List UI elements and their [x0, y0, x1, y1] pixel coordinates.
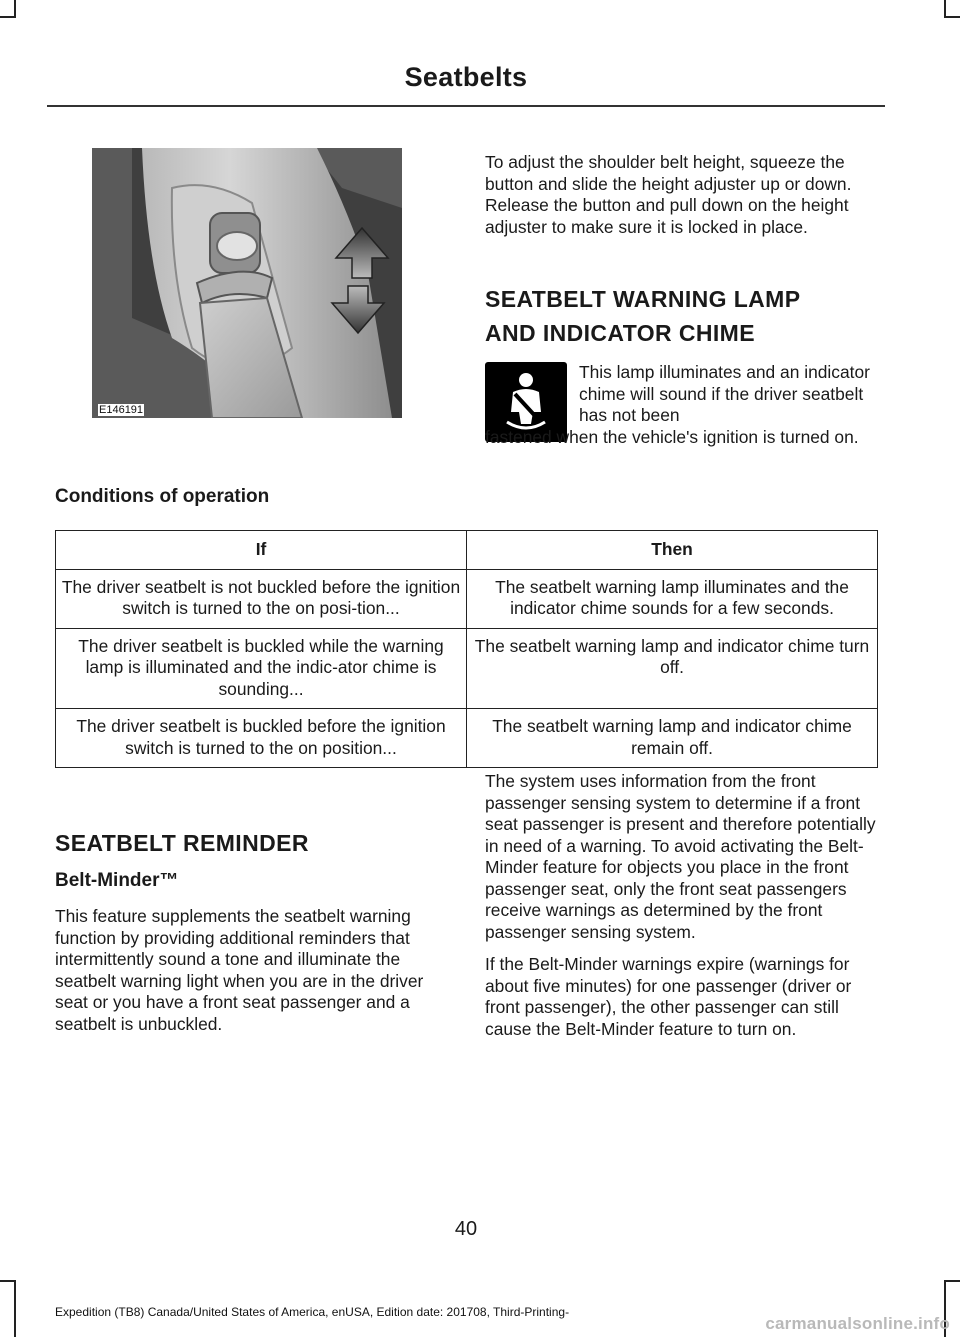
warning-lamp-heading: [485, 282, 880, 350]
column-header-then: Then: [467, 531, 878, 570]
warning-lamp-description-continued: fastened when the vehicle's ignition is turned on.: [485, 427, 859, 447]
table-cell-then: The seatbelt warning lamp and indicator chime remain off.: [467, 709, 878, 768]
conditions-heading-text: Conditions of operation: [55, 486, 270, 507]
reminder-section-right: [485, 771, 880, 1040]
crop-mark: [0, 1280, 16, 1282]
page-number: 40: [454, 1218, 478, 1240]
footer-edition-info: Expedition (TB8) Canada/United States of America, enUSA, Edition date: 201708, Third-Printing-: [55, 1305, 570, 1319]
crop-mark: [944, 16, 960, 18]
conditions-table: [55, 530, 878, 768]
title-divider: [47, 105, 885, 107]
shoulder-belt-instructions: To adjust the shoulder belt height, squeeze the button and slide the height adjuster up or down. Release the button and pull down on the height adjuster to make sure it is locked in place.: [485, 152, 852, 237]
crop-mark: [944, 0, 946, 17]
conditions-heading: [55, 486, 455, 508]
crop-mark: [14, 1280, 16, 1337]
table-cell-if: The driver seatbelt is not buckled before the ignition switch is turned to the on posi-tion...: [56, 569, 467, 628]
warning-lamp-description: This lamp illuminates and an indicator chime will sound if the driver seatbelt has not been: [579, 362, 870, 425]
warning-heading-line1: SEATBELT WARNING LAMP: [485, 286, 801, 312]
reminder-section: [55, 826, 455, 1035]
table-row: [56, 709, 878, 768]
warning-heading-line2: AND INDICATOR CHIME: [485, 320, 755, 346]
table-cell-if: The driver seatbelt is buckled before the ignition switch is turned to the on position...: [56, 709, 467, 768]
belt-minder-subheading: Belt-Minder™: [55, 870, 179, 891]
column-header-if: If: [56, 531, 467, 570]
crop-mark: [0, 16, 16, 18]
reminder-paragraph-1: This feature supplements the seatbelt warning function by providing additional reminders that intermittently sound a tone and illuminate the seatbelt warning light when you are in the driver seat or you have a front seat passenger and a seatbelt is unbuckled.: [55, 906, 424, 1034]
table-row: [56, 628, 878, 709]
table-header-row: [56, 531, 878, 570]
table-cell-if: The driver seatbelt is buckled while the warning lamp is illuminated and the indic-ator chime is sounding...: [56, 628, 467, 709]
page-title: Seatbelts: [404, 62, 528, 92]
figure-code: E146191: [99, 404, 144, 416]
crop-mark: [14, 0, 16, 17]
crop-mark: [944, 1280, 960, 1282]
watermark-link[interactable]: carmanualsonline.info: [765, 1314, 950, 1333]
reminder-paragraph-2: The system uses information from the front passenger sensing system to determine if a front seat passenger is present and therefore potentially in need of a warning. To avoid activating the Belt-Minder feature for objects you place in the front passenger seat, only the front seat passengers receive warnings as determined by the front passenger sensing system.: [485, 771, 876, 942]
table-row: [56, 569, 878, 628]
table-cell-then: The seatbelt warning lamp and indicator chime turn off.: [467, 628, 878, 709]
seatbelt-height-adjuster-illustration: [92, 148, 402, 418]
table-cell-then: The seatbelt warning lamp illuminates and the indicator chime sounds for a few seconds.: [467, 569, 878, 628]
reminder-heading: SEATBELT REMINDER: [55, 830, 309, 856]
reminder-paragraph-3: If the Belt-Minder warnings expire (warnings for about five minutes) for one passenger (driver or front passenger), the other passenger can still cause the Belt-Minder feature to turn on.: [485, 954, 852, 1039]
